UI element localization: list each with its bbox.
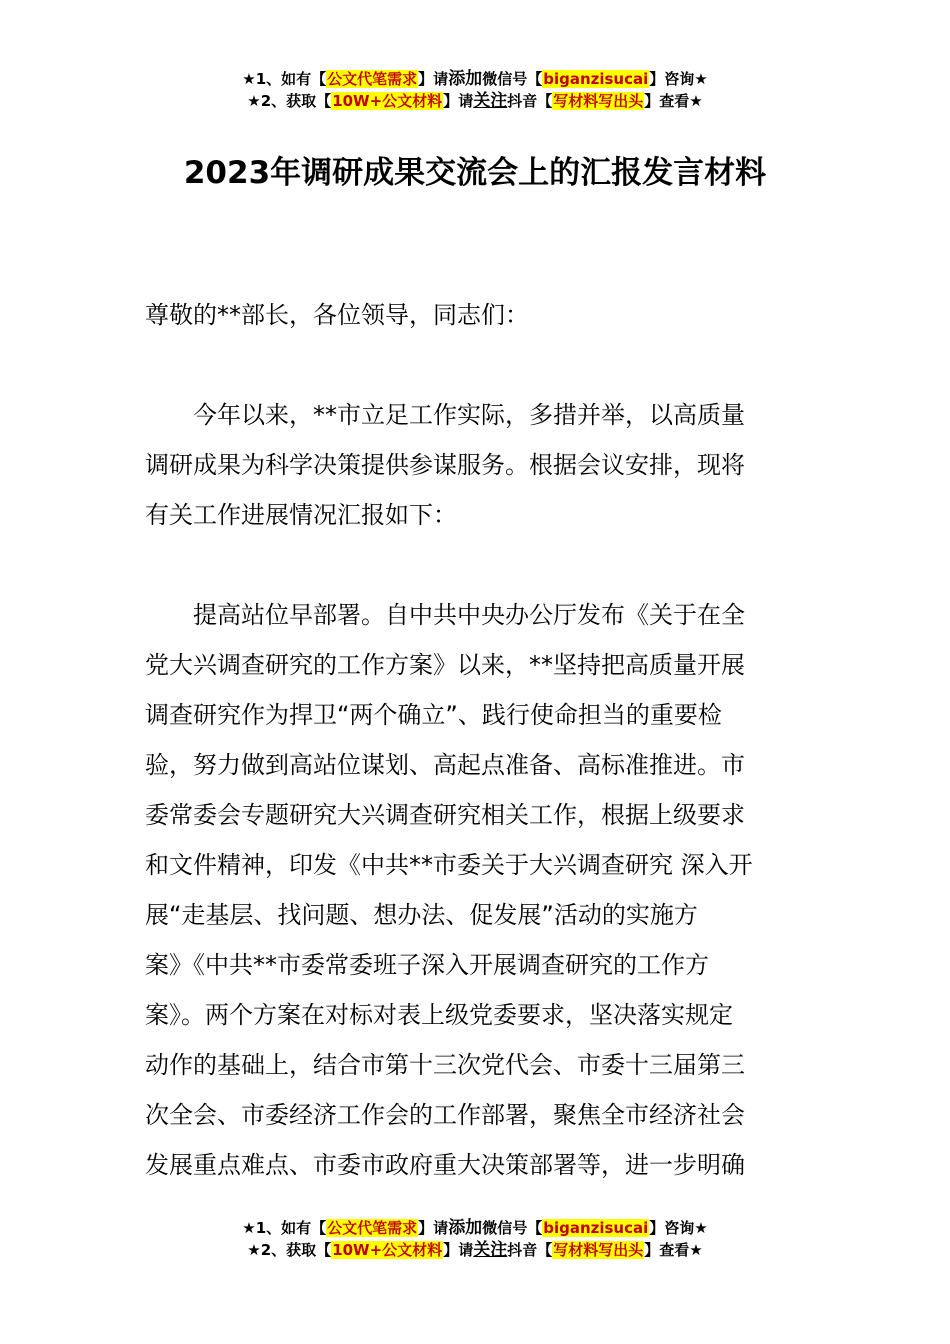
banner-text: 】请 (443, 92, 474, 110)
banner-highlight: 写材料写出头 (553, 92, 644, 110)
banner-text: 】咨询★ (649, 70, 708, 88)
banner-highlight: 10W+公文材料 (332, 92, 443, 110)
banner-text: 抖音【 (507, 1241, 553, 1259)
text-line: 和文件精神，印发《中共**市委关于大兴调查研究 深入开 (145, 851, 753, 879)
banner-highlight: 公文代笔需求 (327, 70, 418, 88)
banner-text: 】查看★ (644, 92, 703, 110)
text-line: 调查研究作为捍卫“两个确立”、践行使命担当的重要检 (145, 701, 722, 729)
text-line: 次全会、市委经济工作会的工作部署，聚焦全市经济社会 (145, 1101, 745, 1129)
banner-text: 】请 (418, 70, 449, 88)
banner-text: 抖音【 (507, 92, 553, 110)
banner-emphasis: 关注 (473, 1240, 508, 1260)
banner-emphasis: 添加 (448, 69, 483, 89)
banner-text: ★2、获取【 (247, 1241, 332, 1259)
text-line: 党大兴调查研究的工作方案》以来，**坚持把高质量开展 (145, 651, 745, 679)
text-line: 展“走基层、找问题、想办法、促发展”活动的实施方 (145, 901, 698, 929)
banner-text: ★2、获取【 (247, 92, 332, 110)
banner-text: 】咨询★ (649, 1219, 708, 1237)
banner-highlight: biganzisucai (543, 70, 649, 88)
banner-text: 微信号【 (482, 1219, 543, 1237)
paragraph-1 (145, 390, 807, 540)
salutation: 尊敬的**部长，各位领导，同志们： (145, 301, 529, 329)
banner-text: 】请 (443, 1241, 474, 1259)
text-line: 提高站位早部署。自中共中央办公厅发布《关于在全 (145, 601, 745, 629)
text-line: 案》《中共**市委常委班子深入开展调查研究的工作方 (145, 951, 709, 979)
banner-line-2 (0, 1239, 950, 1261)
banner-line-1 (0, 1217, 950, 1239)
banner-text: ★1、如有【 (242, 70, 327, 88)
banner-highlight: biganzisucai (543, 1219, 649, 1237)
document-title: 2023年调研成果交流会上的汇报发言材料 (183, 155, 767, 191)
text-line: 今年以来，**市立足工作实际，多措并举，以高质量 (145, 401, 745, 429)
text-line: 验，努力做到高站位谋划、高起点准备、高标准推进。市 (145, 751, 745, 779)
banner-line-1 (0, 68, 950, 90)
banner-line-2 (0, 90, 950, 112)
text-line: 发展重点难点、市委市政府重大决策部署等，进一步明确 (145, 1151, 745, 1179)
text-line: 有关工作进展情况汇报如下： (145, 501, 457, 529)
banner-text: 微信号【 (482, 70, 543, 88)
banner-highlight: 写材料写出头 (553, 1241, 644, 1259)
text-line: 案》。两个方案在对标对表上级党委要求，坚决落实规定 (145, 1001, 733, 1029)
banner-highlight: 公文代笔需求 (327, 1219, 418, 1237)
footer-banner (0, 1217, 950, 1261)
banner-highlight: 10W+公文材料 (332, 1241, 443, 1259)
text-line: 动作的基础上，结合市第十三次党代会、市委十三届第三 (145, 1051, 745, 1079)
text-line: 调研成果为科学决策提供参谋服务。根据会议安排，现将 (145, 451, 745, 479)
paragraph-2 (145, 590, 807, 1190)
text-line: 委常委会专题研究大兴调查研究相关工作，根据上级要求 (145, 801, 745, 829)
banner-emphasis: 关注 (473, 91, 508, 111)
banner-text: ★1、如有【 (242, 1219, 327, 1237)
header-banner (0, 68, 950, 112)
banner-text: 】查看★ (644, 1241, 703, 1259)
banner-text: 】请 (418, 1219, 449, 1237)
banner-emphasis: 添加 (448, 1218, 483, 1238)
